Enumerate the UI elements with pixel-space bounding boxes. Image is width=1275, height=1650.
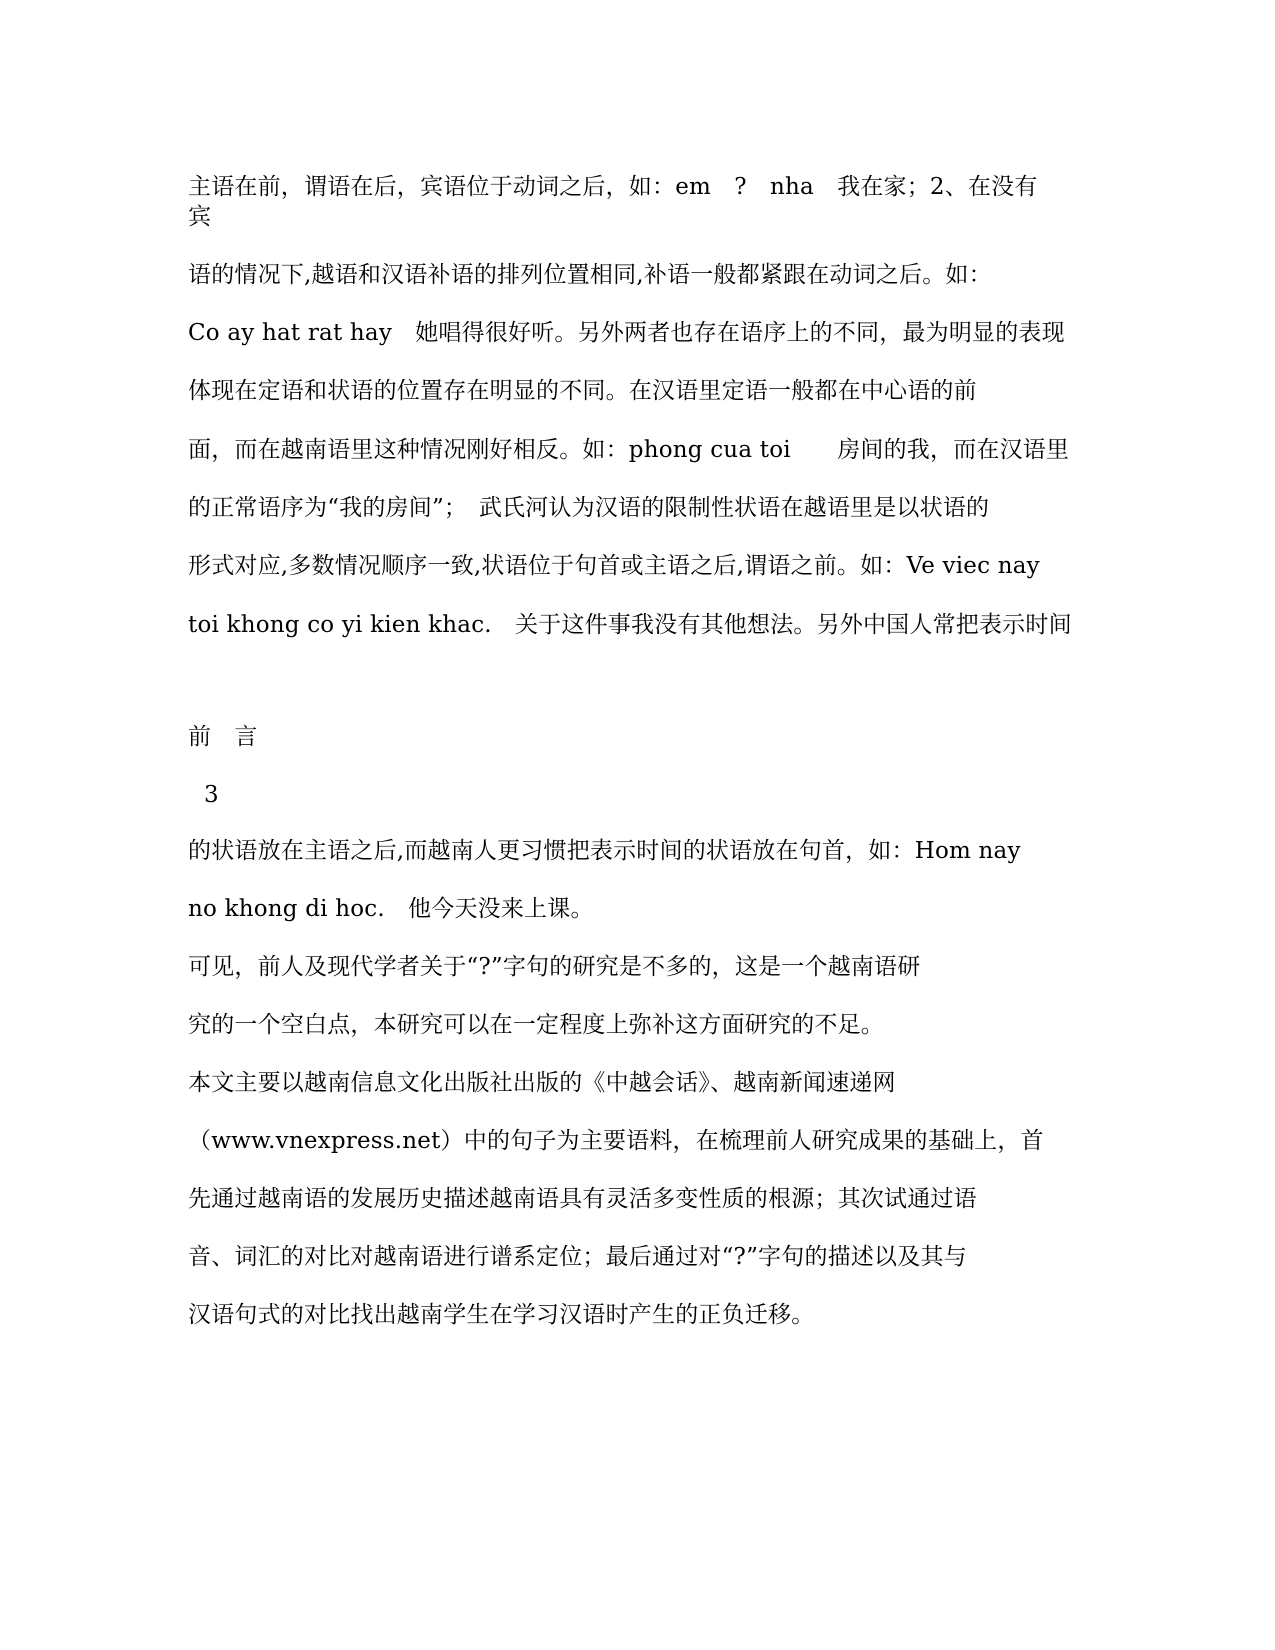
- text-line-4: Co ay hat rat hay 她唱得很好听。另外两者也存在语序上的不同，最为明显的表现: [188, 320, 1065, 346]
- text-line-9: toi khong co yi kien khac. 关于这件事我没有其他想法。另外中国人常把表示时间: [188, 612, 1072, 638]
- text-line-6: 面，而在越南语里这种情况刚好相反。如：phong cua toi 房间的我，而在汉语里: [188, 437, 1070, 463]
- text-line-2: 宾: [188, 204, 212, 230]
- text-line-16: 先通过越南语的发展历史描述越南语具有灵活多变性质的根源；其次试通过语: [188, 1186, 977, 1212]
- text-line-10: 的状语放在主语之后,而越南人更习惯把表示时间的状语放在句首，如：Hom nay: [188, 838, 1021, 864]
- page-number: 3: [204, 782, 219, 808]
- text-line-3: 语的情况下,越语和汉语补语的排列位置相同,补语一般都紧跟在动词之后。如：: [188, 262, 992, 288]
- text-line-18: 汉语句式的对比找出越南学生在学习汉语时产生的正负迁移。: [188, 1302, 815, 1328]
- text-line-14: 本文主要以越南信息文化出版社出版的《中越会话》、越南新闻速递网: [188, 1070, 896, 1096]
- text-line-5: 体现在定语和状语的位置存在明显的不同。在汉语里定语一般都在中心语的前: [188, 378, 977, 404]
- text-line-8: 形式对应,多数情况顺序一致,状语位于句首或主语之后,谓语之前。如：Ve viec nay: [188, 553, 1040, 579]
- text-line-12: 可见，前人及现代学者关于“?”字句的研究是不多的，这是一个越南语研: [188, 954, 921, 980]
- text-line-17: 音、词汇的对比对越南语进行谱系定位；最后通过对“?”字句的描述以及其与: [188, 1244, 967, 1270]
- text-line-1: 主语在前，谓语在后，宾语位于动词之后，如：em ? nha 我在家；2、在没有: [188, 174, 1038, 200]
- text-line-7: 的正常语序为“我的房间”； 武氏河认为汉语的限制性状语在越语里是以状语的: [188, 495, 990, 521]
- text-line-13: 究的一个空白点，本研究可以在一定程度上弥补这方面研究的不足。: [188, 1012, 884, 1038]
- section-heading: 前 言: [188, 724, 258, 750]
- text-line-11: no khong di hoc. 他今天没来上课。: [188, 896, 594, 922]
- text-line-15: （www.vnexpress.net）中的句子为主要语料，在梳理前人研究成果的基础上，首: [188, 1128, 1044, 1154]
